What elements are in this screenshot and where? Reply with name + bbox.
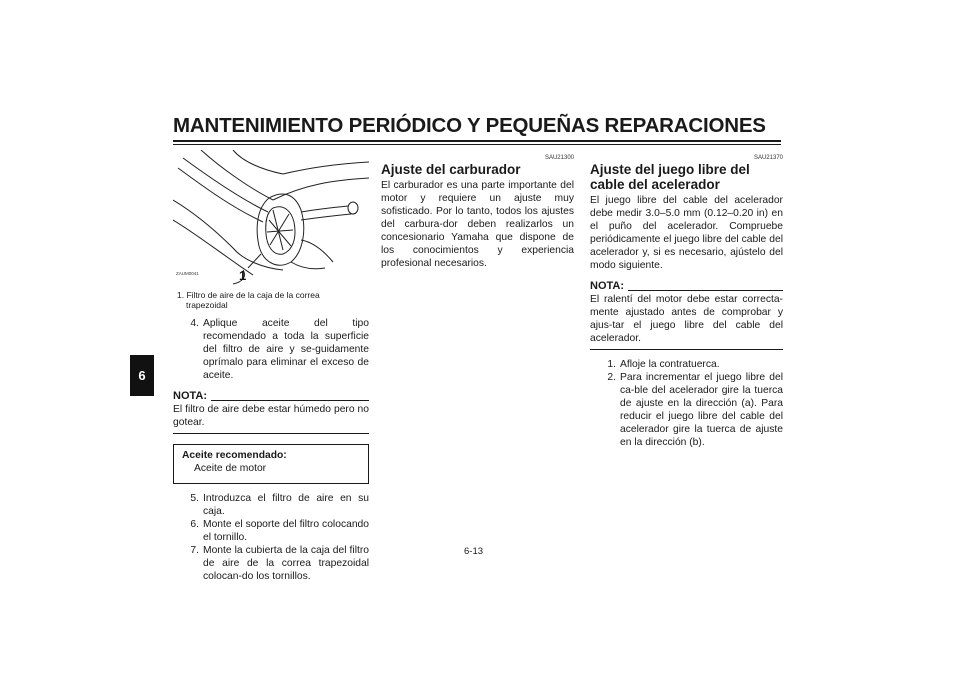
step-6 <box>173 518 369 544</box>
step-text: Para incrementar el juego libre del ca-ble del acelerador gire la tuerca de ajuste en la dirección (a). Para reducir el juego libre del cable del acelerador gire la tuerca de ajuste en la dirección (b). <box>620 372 783 448</box>
step-number: 4. <box>190 318 199 329</box>
nota-label: NOTA: <box>173 390 208 402</box>
nota-right <box>590 280 783 350</box>
nota-left <box>173 390 369 434</box>
caption-line-2: trapezoidal <box>186 300 228 310</box>
air-filter-illustration <box>173 150 369 288</box>
illustration-caption <box>173 290 369 310</box>
step-text: Introduzca el filtro de aire en su caja. <box>203 493 369 517</box>
column-right <box>590 150 783 449</box>
step-2 <box>590 371 783 449</box>
page-number: 6-13 <box>464 546 484 557</box>
step-number: 6. <box>190 519 199 530</box>
box-title: Aceite recomendado: <box>182 450 287 461</box>
callout-1: 1 <box>239 268 247 283</box>
header-rule-thin <box>173 144 781 145</box>
column-middle <box>381 150 574 270</box>
step-text: Monte el soporte del filtro colocando el tornillo. <box>203 519 369 543</box>
section-text-carburador: El carburador es una parte importante del motor y requiere un ajuste muy sofisticado. Por lo tanto, todos los ajustes del carbura-dor deben realizarlos un concesionario Yamaha que dispone de los conocimientos y experiencia profesional necesarios. <box>381 180 574 269</box>
step-4 <box>173 317 369 382</box>
step-number: 2. <box>607 372 616 383</box>
section-title-acelerador: Ajuste del juego libre del cable del acelerador <box>590 162 750 192</box>
step-number: 7. <box>190 545 199 556</box>
nota-text: El filtro de aire debe estar húmedo pero no gotear. <box>173 403 369 434</box>
step-text: Monte la cubierta de la caja del filtro de aire de la correa trapezoidal colocan-do los tornillos. <box>203 545 369 582</box>
header-rule <box>173 140 781 142</box>
column-left <box>173 150 369 583</box>
page-title: MANTENIMIENTO PERIÓDICO Y PEQUEÑAS REPARACIONES <box>173 114 766 137</box>
recommended-oil-box <box>173 444 369 484</box>
step-text: Aplique aceite del tipo recomendado a toda la superficie del filtro de aire y se-guidamente oprímalo para eliminar el exceso de aceite. <box>203 318 369 381</box>
nota-text: El ralentí del motor debe estar correcta-mente ajustado antes de comprobar y ajus-tar el juego libre del cable del acelerador. <box>590 293 783 350</box>
section-text-acelerador: El juego libre del cable del acelerador debe medir 3.0–5.0 mm (0.12–0.20 in) en el puño del acelerador. Compruebe periódicamente el juego libre del cable del acelerador y, si es necesario, ajústelo del modo siguiente. <box>590 195 783 271</box>
step-7 <box>173 544 369 583</box>
step-text: Afloje la contratuerca. <box>620 359 720 370</box>
section-code: SAU21370 <box>753 155 783 161</box>
step-number: 1. <box>607 359 616 370</box>
chapter-tab: 6 <box>130 355 154 396</box>
section-code: SAU21300 <box>544 155 574 161</box>
step-5 <box>173 492 369 518</box>
box-value: Aceite de motor <box>194 463 267 474</box>
step-1 <box>590 358 783 371</box>
nota-label: NOTA: <box>590 280 625 292</box>
illustration-code: ZAUM0041 <box>176 271 199 276</box>
caption-line-1: 1. Filtro de aire de la caja de la correa <box>177 290 320 300</box>
air-filter-drawing <box>173 150 369 288</box>
step-number: 5. <box>190 493 199 504</box>
section-title-carburador: Ajuste del carburador <box>381 162 521 177</box>
